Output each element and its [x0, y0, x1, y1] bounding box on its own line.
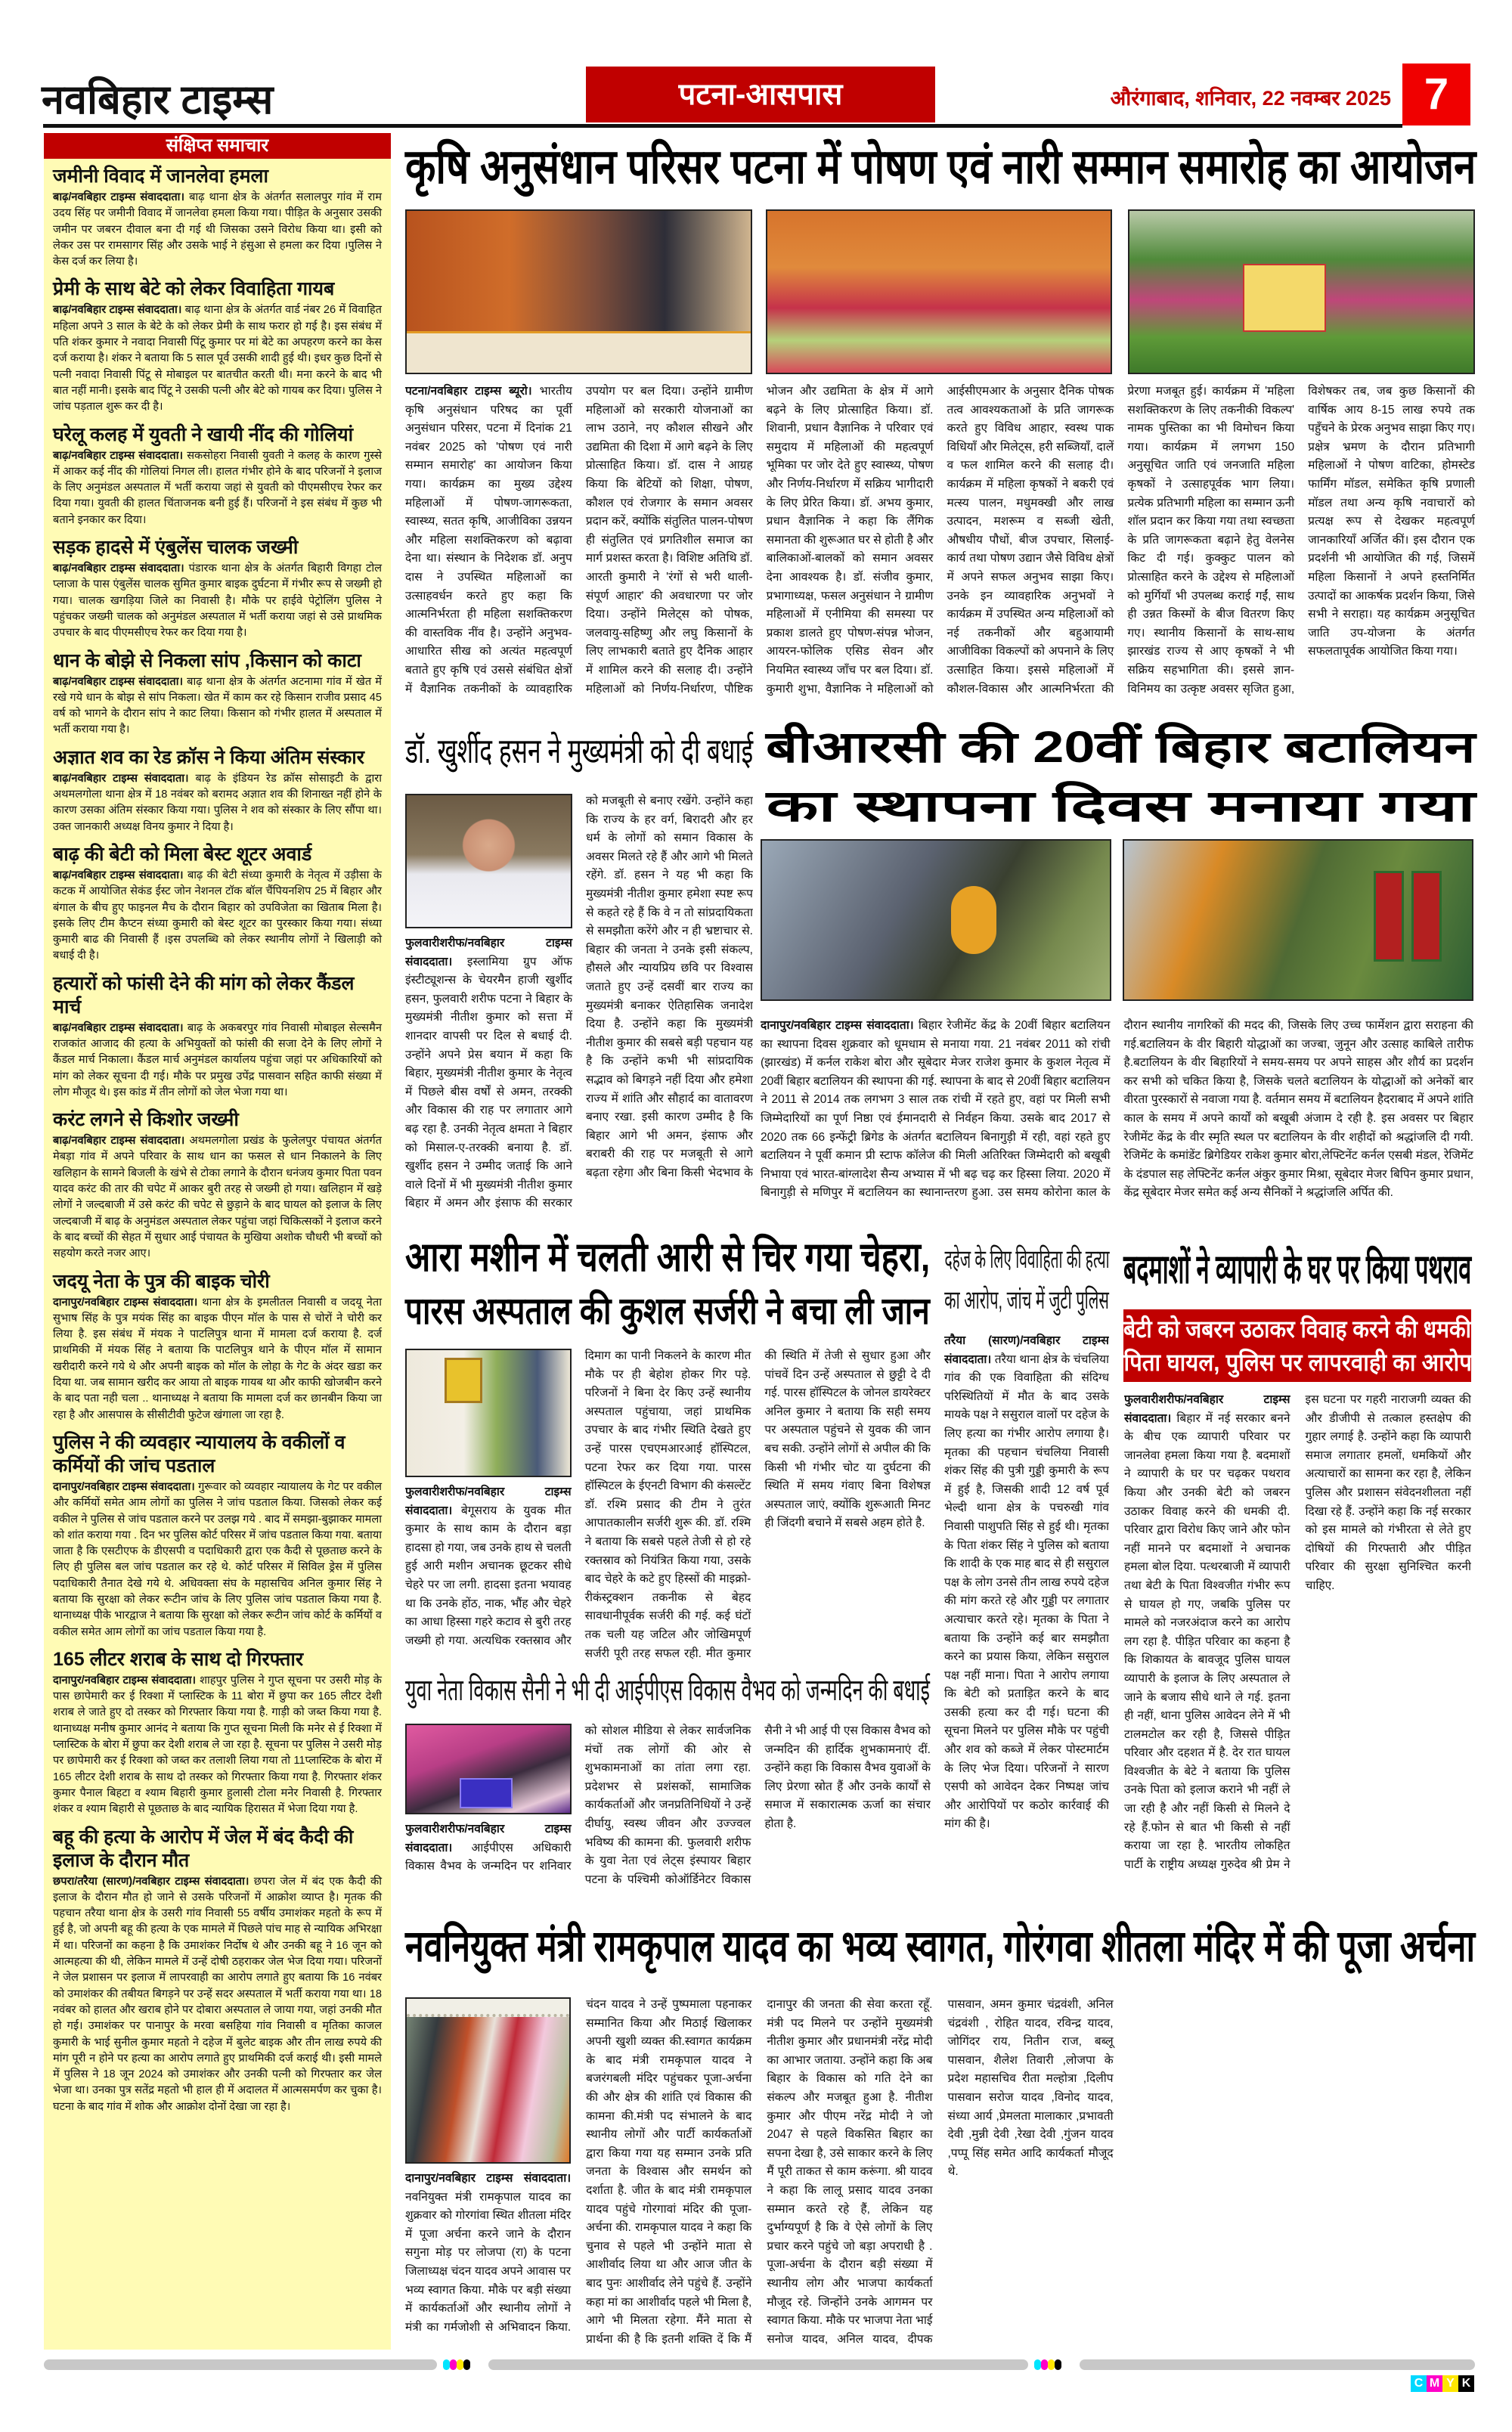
brief-dateline: बाढ़/नवबिहार टाइम्स संवाददाता।: [53, 675, 184, 688]
brief-headline: करंट लगने से किशोर जख्मी: [53, 1109, 239, 1131]
brief-body: [53, 302, 382, 415]
brief-body: [53, 771, 382, 835]
brief-dateline: दानापुर/नवबिहार टाइम्स संवाददाता।: [53, 1480, 195, 1493]
brief-body: [53, 1295, 382, 1424]
ramkripal-headline: नवनियुक्त मंत्री रामकृपाल यादव का भव्य स्वागत, गोरंगवा शीतला मंदिर में की पूजा अर्चना: [405, 1922, 1476, 1971]
brief-headline: सड़क हादसे में एंबुलेंस चालक जख्मी: [53, 537, 299, 559]
yuva-photo-greeting: [405, 1724, 572, 1814]
brief-body: [53, 1021, 382, 1101]
registration-bar: [44, 2359, 437, 2370]
brief-dateline: दानापुर/नवबिहार टाइम्स संवाददाता।: [53, 1296, 198, 1309]
section-label: पटना-आसपास: [586, 67, 935, 122]
dahej-text: तरैया थाना क्षेत्र के चंचलिया गांव की एक विवाहिता की संदिग्ध परिस्थितियों में मौत के बाद उसके मायके पक्ष ने ससुराल वालों पर दहेज के लिए हत्या का गंभीर आरोप लगाया है। मृतका की पहचान चंचलिया निवासी शंकर सिंह की पुत्री गुड्डी कुमारी के रूप में हुई है, जिसकी शादी 12 वर्ष पूर्व भेल्दी थाना क्षेत्र के पचरुखी गांव निवासी पाशुपति सिंह से हुई थी। मृतका के पिता शंकर सिंह ने पुलिस को बताया कि शादी के एक माह बाद से ही ससुराल पक्ष के लोग उनसे तीन लाख रुपये दहेज की मांग करते रहे और गुड्डी पर लगातार अत्याचार करते रहे। मृतका के पिता ने बताया कि उन्होंने कई बार समझौता करने का प्रयास किया, लेकिन ससुराल पक्ष नहीं माना। पिता ने आरोप लगाया कि बेटी को प्रताड़ित करने के बाद उसकी हत्या कर दी गई। घटना की सूचना मिलने पर पुलिस मौके पर पहुंची और शव को कब्जे में लेकर पोस्टमार्टम के लिए भेज दिया। परिजनों ने सारण एसपी को आवेदन देकर निष्पक्ष जांच और आरोपियों पर कठोर कार्रवाई की मांग की है।: [944, 1352, 1109, 1831]
khurshid-portrait: [405, 794, 572, 928]
brc-text: बिहार रेजीमेंट केंद्र के 20वीं बिहार बटालियन का स्थापना दिवस शुक्रवार को धूमधाम से मनाया गया. 21 नवंबर 2011 को रांची (झारखंड) में कर्नल राकेश बोरा और सूबेदार मेजर राजेश कुमार के कुशल नेतृत्व में 20वीं बिहार बटालियन की स्थापना की गई. स्थापना के बाद से 20वीं बिहार बटालियन ने 2011 से 2014 तक लगभग 3 साल तक रांची में रहते हुए, वहां पर मिली सभी जिम्मेदारियों का पूर्ण निष्ठा एवं ईमानदारी से निर्वहन किया. उसके बाद 2017 से 2020 तक 66 इन्फेंट्री ब्रिगेड के अंतर्गत बटालियन बिनागुड़ी में रही, वहां रहते हुए बटालियन ने पूर्वी कमान प्री स्टाफ कॉलेज की मिली अतिरिक्त जिम्मेदारी को बखूबी निभाया एवं भारत-बांग्लादेश सैन्य अभ्यास में भी बढ़ चढ़ कर हिस्सा लिया. 2020 में बिनागुड़ी से मणिपुर में बटालियन का स्थानान्तरण हुआ. उस समय कोरोना काल के दौरान स्थानीय नागरिकों की मदद की, जिसके लिए उच्च फार्मेशन द्वारा सराहना की गई.बटालियन के वीर बिहारी योद्धाओं का जज्बा, जुनून और उत्साह काबिले तारीफ है.बटालियन के वीर बिहारियों ने समय-समय पर अपने साहस और शौर्य का प्रदर्शन कर सभी को चकित किया है, जिसके चलते बटालियन के योद्धाओं को अनेकों बार वीरता पुरस्कारों से नवाजा गया है. वर्तमान समय में बटालियन हैदराबाद में अपने शांति काल के समय में अपने कार्यों को बखूबी अंजाम दे रही है. इस अवसर पर बिहार रेजीमेंट केंद्र के वीर स्मृति स्थल पर बटालियन के वीर शहीदों को श्रद्धांजलि दी गयी. रेजिमेंट के कमांडेंट ब्रिगेडियर राकेश कुमार बोरा,लेफ्टिनेंट कर्नल एसबी मंडल, रेजिमेंट के दंडपाल सह लेफ्टिनेंट कर्नल अंकुर कुमार मिश्रा, सूबेदार मेजर बिपिन कुमार प्रधान, केंद्र सूबेदार मेजर समेत कई अन्य सैनिकों ने श्रद्धांजलि अर्पित की.: [761, 1019, 1473, 1200]
brief-dateline: बाढ़/नवबिहार टाइम्स संवाददाता।: [53, 1135, 185, 1148]
khurshid-dateline: फुलवारीशरीफ/नवबिहार टाइम्स संवाददाता।: [405, 937, 572, 968]
brief-dateline: बाढ़/नवबिहार टाइम्स संवाददाता।: [53, 449, 184, 462]
brief-item: [44, 1425, 391, 1642]
brief-headline: बहू की हत्या के आरोप में जेल में बंद कैदी की इलाज के दौरान मौत: [53, 1826, 354, 1871]
magenta-dot: [450, 2359, 457, 2370]
cyan-dot: [443, 2359, 450, 2370]
canopy: [407, 1999, 569, 2017]
brief-text: बाढ़ थाना क्षेत्र के अंतर्गत अटनामा गांव में खेत में रखे गये धान के बोझ से सांप निकला। खेत में काम कर रहे किसान राजीव प्रसाद 45 वर्ष को भागने के दौरान सांप ने काट लिया। किसान को गंभीर हालत में अस्पताल में भर्ती कराया गया है।: [53, 675, 382, 736]
badmash-headline: बदमाशों ने व्यापारी के घर पर किया पथराव: [1123, 1247, 1472, 1292]
registration-dots: [443, 2359, 488, 2370]
brief-dateline: बाढ़/नवबिहार टाइम्स संवाददाता।: [53, 869, 184, 881]
brc-photo-wreath: [761, 839, 1111, 1001]
brief-dateline: बाढ़/नवबिहार टाइम्स संवाददाता।: [53, 562, 184, 575]
cmyk-y: Y: [1442, 2375, 1458, 2392]
brief-text: छपरा जेल में बंद एक कैदी की इलाज के दौरान मौत हो जाने से उसके परिजनों में आक्रोश व्याप्त है। मृतक की पहचान तरैया थाना क्षेत्र के उसरी गांव निवासी 55 वर्षीय उमाशंकर महतो के रूप में हुई है, जो अपनी बहू की हत्या के एक मामले में पिछले पांच माह से न्यायिक अभिरक्षा में था। परिजनों का कहना है कि उमाशंकर निर्दोष थे और उनकी बहू ने 16 जून को आत्महत्या की थी, लेकिन मामले में उन्हें दोषी ठहराकर जेल भेज दिया गया। परिजनों ने जेल प्रशासन पर इलाज में लापरवाही का आरोप लगाते हुए बताया कि 16 नवंबर को उमाशंकर की तबीयत बिगड़ने पर उन्हें सदर अस्पताल में भर्ती कराया गया था। 18 नवंबर को हालत और खराब होने पर दोबारा अस्पताल ले जाया गया, जहां उनकी मौत हो गई। उमाशंकर पर पानापुर के मरवा बसहिया गांव निवासी व मृतिका काजल कुमारी के भाई सुनील कुमार महतो ने दहेज में बुलेट बाइक और तीन लाख रुपये की मांग पूरी न होने पर हत्या का आरोप लगाते हुए प्राथमिकी दर्ज कराई थी। इसी मामले में पुलिस ने 18 जून 2024 को उमाशंकर और उनकी पत्नी को गिरफ्तार कर जेल भेजा था। उनका पुत्र सतेंद्र महतो भी हाल ही में अदालत में आत्मसमर्पण कर चुका है। घटना के बाद गांव में शोक और आक्रोश दोनों देखा जा रहा है।: [53, 1875, 383, 2113]
lead-dateline: पटना/नवबिहार टाइम्स ब्यूरो।: [405, 385, 532, 398]
briefs-list: [44, 159, 391, 2117]
brief-item: [44, 966, 391, 1102]
khurshid-text: इस्लामिया ग्रुप ऑफ इंस्टीट्यूशन्स के चेयरमैन हाजी खुर्शीद हसन, फुलवारी शरीफ पटना ने बिहार के मुख्यमंत्री नीतीश कुमार को सत्ता में शानदार वापसी पर दिल से बधाई दी. उन्होंने अपने प्रेस बयान में कहा कि बिहार, मुख्यमंत्री नीतीश कुमार के नेतृत्व में पिछले बीस वर्षों से अमन, तरक्की और विकास की राह पर लगातार आगे बढ़ रहा है. उनकी नेतृत्व क्षमता ने बिहार को मिसाल-ए-तरक्की बनाया है. डॉ. खुर्शीद हसन ने उम्मीद जताई कि आने वाले दिनों में भी मुख्यमंत्री नीतीश कुमार बिहार में अमन और इंसाफ की सरकार को मजबूती से बनाए रखेंगे. उन्होंने कहा कि राज्य के हर वर्ग, बिरादरी और हर धर्म के लोगों को समान विकास के अवसर मिलते रहे हैं और आगे भी मिलते रहेंगे. डॉ. हसन ने यह भी कहा कि मुख्यमंत्री नीतीश कुमार हमेशा स्पष्ट रूप से कहते रहे हैं कि वे न तो सांप्रदायिकता से समझौता करेंगे और न ही भ्रष्टाचार से. बिहार की जनता ने उनके इसी संकल्प, हौसले और न्यायप्रिय छवि पर विश्वास जताते हुए उन्हें दसवीं बार राज्य का मुख्यमंत्री बनाकर ऐतिहासिक जनादेश दिया है. उन्होंने कहा कि मुख्यमंत्री नीतीश कुमार की सबसे बड़ी पहचान यह है कि उन्होंने कभी भी सांप्रदायिक सद्भाव को बिगड़ने नहीं दिया और हमेशा राज्य में शांति और सौहार्द का वातावरण बनाए रखा. इसी कारण उम्मीद है कि बिहार आगे भी अमन, इंसाफ और बराबरी की राह पर मजबूती से आगे बढ़ता रहेगा और बिना किसी भेदभाव के: [405, 795, 753, 1210]
registration-bar: [488, 2359, 1028, 2370]
registration-dots: [1034, 2359, 1080, 2370]
cmyk-marks: [1411, 2375, 1474, 2392]
brief-body: [53, 1673, 382, 1818]
page-number: 7: [1402, 64, 1470, 125]
brief-dateline: बाढ़/नवबिहार टाइम्स संवाददाता।: [53, 1021, 184, 1034]
cmyk-m: M: [1427, 2375, 1442, 2392]
badmash-text: बिहार में नई सरकार बनने के बीच एक व्यापारी परिवार पर जानलेवा हमला किया गया है. बदमाशों ने व्यापारी के घर पर चढ़कर पथराव किया और उनकी बेटी को जबरन उठाकर विवाह करने की धमकी दी. परिवार द्वारा विरोध किए जाने और फोन नहीं मानने पर बदमाशों ने अचानक हमला बोल दिया. पत्थरबाजी में व्यापारी तथा बेटी के पिता विश्वजीत गंभीर रूप से घायल हो गए, जबकि पुलिस पर मामले को नजरअंदाज करने का आरोप लग रहा है. पीड़ित परिवार का कहना है कि शिकायत के बावजूद पुलिस घायल व्यापारी के इलाज के लिए अस्पताल ले जाने के बजाय सीधे थाने ले गई. इतना ही नहीं, थाना पुलिस आवेदन लेने में भी टालमटोल कर रही है, जिससे पीड़ित परिवार और दहशत में है. देर रात घायल विश्वजीत के बेटे ने बताया कि पुलिस उनके पिता को इलाज कराने भी नहीं ले जा रही है और नहीं किसी से मिलने दे रहे हैं.फोन से बात भी किसी से नहीं कराया जा रहा है. भारतीय लोकहित पार्टी के राष्ट्रीय अध्यक्ष गुरुदेव श्री प्रेम ने इस घटना पर गहरी नाराजगी व्यक्त की और डीजीपी से तत्काल हस्तक्षेप की गुहार लगाई है. उन्होंने कहा कि व्यापारी समाज लगातार हमलों, धमकियों और अत्याचारों का सामना कर रहा है, लेकिन पुलिस और प्रशासन संवेदनशीलता नहीं दिखा रहे हैं. उन्होंने कहा कि नई सरकार को इस मामले को गंभीरता से लेते हुए दोषियों की गिरफ्तारी और पीड़ित परिवार की सुरक्षा सुनिश्चित करनी चाहिए.: [1124, 1393, 1471, 1871]
briefs-header: संक्षिप्त समाचार: [44, 133, 391, 159]
brief-headline: घरेलू कलह में युवती ने खायी नींद की गोलियां: [53, 423, 354, 445]
gift-box: [460, 1778, 513, 1808]
magenta-dot: [1041, 2359, 1048, 2370]
brief-text: सकसोहरा निवासी युवती ने कलह के कारण गुस्से में आकर कई नींद की गोलियां निगल ली। हालत गंभीर होने के बाद परिजनों ने इलाज के लिए अनुमंडल अस्पताल में भर्ती कराया जहां से युवती को पीएमसीएच रेफर कर दिया गया। युवती की हालत चिंताजनक बनी हुई हैं। परिजनों ने इस संबंध में कुछ भी बताने इनकार कर दिया।: [53, 449, 382, 526]
brief-item: [44, 837, 391, 966]
brief-item: [44, 740, 391, 837]
ara-body: [405, 1347, 931, 1665]
brief-dateline: दानापुर/नवबिहार टाइम्स संवाददाता।: [53, 1674, 197, 1687]
brief-dateline: बाढ़/नवबिहार टाइम्स संवाददाता।: [53, 772, 189, 785]
badmash-dateline: फुलवारीशरीफ/नवबिहार टाइम्स संवाददाता।: [1124, 1393, 1290, 1425]
dahej-body: [944, 1332, 1109, 1891]
lead-photo-nutrition-garden: [1128, 209, 1475, 374]
brief-headline: अज्ञात शव का रेड क्रॉस ने किया अंतिम संस्कार: [53, 746, 364, 768]
ramkripal-body: [405, 1996, 1475, 2353]
brc-photo-memorial: [1123, 839, 1473, 1001]
brief-body: [53, 1479, 382, 1640]
brief-item: [44, 530, 391, 643]
brief-body: [53, 674, 382, 739]
brief-item: [44, 1264, 391, 1425]
brief-text: शाहपुर पुलिस ने गुप्त सूचना पर उसरी मोड़ के पास छापेमारी कर ई रिक्शा में प्लास्टिक के 11 बोरा में छुपा कर 165 लीटर देशी शराब ले जाते हुए दो तस्कर को गिरफ्तार किया गया है. गाड़ी को जब्त किया गया है. थानाध्यक्ष मनीष कुमार आनंद ने बताया कि गुप्त सूचना मिली कि मनेर से ई रिक्शा में प्लास्टिक के बोरा में छुपा कर देशी शराब ले जा रहा है. सूचना पर पुलिस ने उसरी मोड़ पर छापेमारी कर ई रिक्शा को जब्त कर तलाशी लिया गया तो 11प्लास्टिक के बोरा में 165 लीटर देशी शराब के साथ दो तस्कर को गिरफ्तार किया गया है. गिरफ्तार शंकर कुमार पैनाल बिहटा व श्याम बिहारी कुमार हुलासी टोला मनेर निवासी है. गिरफ्तार शंकर व श्याम बिहारी से पूछताछ के बाद न्यायिक हिरासत में भेजा दिया गया है.: [53, 1674, 382, 1816]
badmash-body: [1124, 1391, 1471, 1891]
brief-text: बाढ़ के इंडियन रेड क्रॉस सोसाइटी के द्वारा अथमलगोला थाना क्षेत्र में 18 नवंबर को बरामद अज्ञात शव की शिनाख्त नहीं होने के कारण उसका अंतिम संस्कार किया गया। पुलिस ने शव को संस्कार के लिए सौंपा था। उक्त जानकारी अध्यक्ष विनय कुमार ने दिया है।: [53, 772, 382, 833]
badmash-subhead-line1: बेटी को जबरन उठाकर विवाह करने की धमकी: [1123, 1315, 1471, 1343]
brief-item: [44, 271, 391, 417]
brief-body: [53, 190, 382, 270]
brief-item: [44, 643, 391, 740]
registration-bar: [1080, 2359, 1475, 2370]
lead-photo-dignitaries: [405, 209, 752, 374]
ara-headline-line1: आरा मशीन में चलती आरी से चिर गया चेहरा,: [405, 1235, 931, 1280]
cmyk-k: K: [1458, 2375, 1474, 2392]
black-dot: [463, 2359, 470, 2370]
brc-headline-line2: का स्थापना दिवस मनाया गया: [766, 782, 1475, 831]
brief-headline: जदयू नेता के पुत्र की बाइक चोरी: [53, 1270, 270, 1292]
dateline: औरंगाबाद, शनिवार, 22 नवम्बर 2025: [1110, 87, 1391, 110]
cyan-dot: [1034, 2359, 1041, 2370]
dahej-headline-line1: दहेज के लिए विवाहिता की हत्या: [944, 1245, 1110, 1274]
brief-text: अथमलगोला प्रखंड के फुलेलपुर पंचायत अंतर्गत मेबड़ा गांव में अपने परिवार के साथ धान का फसल से धान निकालने के लिए खलिहान के सामने बिजली के खंभे से टोका लगाने के दौरान धनंजय कुमार पिता पवन यादव करंट की तार की चपेट में आकर बुरी तरह से जख्मी हो गया। खलिहान में खड़े लोगों ने जल्दबाजी में उसे करंट की चपेट से छुड़ाने के बाद घायल को इलाज के लिए जल्दबाजी में बाढ़ के अनुमंडल अस्पताल लेकर पहुंचा जहां चिकित्सकों ने इलाज करने के बाद बच्चों की सेहत में सुधार आई पंचायत के मुखिया अशोक चौधरी भी बच्चों को सहयोग करते नजर आए।: [53, 1135, 382, 1260]
brief-text: गुरूवार को व्यवहार न्यायालय के गेट पर वकील और कर्मियों समेत आम लोगों का पुलिस ने जांच पडताल किया. जिसको लेकर कई वकील ने पुलिस से जांच पडताल करने पर उलझ गये . बाद में समझा-बुझाकर मामला को शांत कराया गया . दिन भर पुलिस कोर्ट परिसर में जांच पडताल किया गया. बताया जाता है कि एसटीएफ के डीएसपी व पदाधिकारी द्वारा एक कैदी से पूछताछ करने के लिए ही पुलिस बल जांच पडताल कर रहे थे. कोर्ट परिसर में सिविल ड्रेस में पुलिस पदाधिकारी तैनात देखे गये थे. अधिवक्ता संघ के महासचिव अनिल कुमार सिंह ने बताया कि सुरक्षा को लेकर रूटीन जांच के लिए पुलिस जांच पडताल किया गया है. थानाध्यक्ष पीके भारद्वाज ने बताया कि सुरक्षा को लेकर रूटीन जांच कोर्ट के कर्मियों व वकील समेत आम लोगों का जांच पडताल किया गया है.: [53, 1480, 382, 1638]
lead-photo-women-honoured: [766, 209, 1112, 374]
brief-item: [44, 159, 391, 271]
brief-dateline: बाढ़/नवबिहार टाइम्स संवाददाता।: [53, 191, 184, 203]
lead-headline: कृषि अनुसंधान परिसर पटना में पोषण एवं नारी सम्मान समारोह का आयोजन: [405, 139, 1476, 194]
brief-text: बाढ़ थाना क्षेत्र के अंतर्गत वार्ड नंबर 26 में विवाहित महिला अपने 3 साल के बेटे के को लेकर प्रेमी के साथ फरार हो गई है। इस संबंध में पति शंकर कुमार ने नवादा निवासी पिंटू कुमार पर मां बेटे का अपहरण करने का केस दर्ज कराया है। शंकर ने बताया कि 5 साल पूर्व उसकी शादी हुई थी। इधर कुछ दिनों से पत्नी नवादा निवासी पिंटू से मोबाइल पर बातचीत करती थी। मना करने के बाद भी बात नहीं मानी। इसके बाद पिंटू ने उसकी पत्नी और बेटे को गायब कर दिया। पुलिस ने जांच पड़ताल शुरू कर दी है।: [53, 304, 382, 414]
lead-text: भारतीय कृषि अनुसंधान परिषद का पूर्वी अनुसंधान परिसर, पटना में दिनांक 21 नवंबर 2025 को 'पोषण एवं नारी सम्मान समारोह' का आयोजन किया गया। कार्यक्रम का मुख्य उद्देश्य महिलाओं में पोषण-जागरूकता, स्वास्थ्य, सतत कृषि, आजीविका उन्नयन और महिला सशक्तिकरण को बढ़ावा देना था। संस्थान के निदेशक डॉ. अनुप दास ने उपस्थित महिलाओं का उत्साहवर्धन करते हुए कहा कि आत्मनिर्भरता ही महिला सशक्तिकरण की वास्तविक नींव है। उन्होंने अनुभव-आधारित सीख को अत्यंत महत्वपूर्ण बताते हुए कृषि एवं उससे संबंधित क्षेत्रों में वैज्ञानिक तकनीकों के व्यावहारिक उपयोग पर बल दिया। उन्होंने ग्रामीण महिलाओं को सरकारी योजनाओं का लाभ उठाने, नए कौशल सीखने और उद्यमिता की दिशा में आगे बढ़ने के लिए प्रोत्साहित किया। डॉ. दास ने आग्रह किया कि बेटियों को शिक्षा, पोषण, कौशल एवं रोजगार के समान अवसर प्रदान करें, क्योंकि संतुलित पालन-पोषण ही संतुलित एवं प्रगतिशील समाज का मार्ग प्रशस्त करता है। विशिष्ट अतिथि डॉ. आरती कुमारी ने 'रंगों से भरी थाली- संपूर्ण आहार' की अवधारणा पर जोर दिया। उन्होंने मिलेट्स को पोषक, जलवायु-सहिष्णु और लघु किसानों के लिए लाभकारी बताते हुए दैनिक आहार में शामिल करने की सलाह दी। उन्होंने महिलाओं को निर्णय-निर्धारण, पौष्टिक भोजन और उद्यमिता के क्षेत्र में आगे बढ़ने के लिए प्रोत्साहित किया। डॉ. शिवानी, प्रधान वैज्ञानिक ने परिवार एवं समुदाय में महिलाओं की महत्वपूर्ण भूमिका पर जोर देते हुए स्वास्थ्य, पोषण और निर्णय-निर्धारण में सक्रिय भागीदारी के लिए प्रेरित किया। डॉ. अभय कुमार, प्रधान वैज्ञानिक ने कहा कि लैंगिक समानता की शुरूआत घर से होती है और बालिकाओं-बालकों को समान अवसर देना आवश्यक है। डॉ. संजीव कुमार, प्रभागाध्यक्ष, फसल अनुसंधान ने ग्रामीण महिलाओं में एनीमिया की समस्या पर प्रकाश डालते हुए पोषण-संपन्न भोजन, आयरन-फोलिक एसिड सेवन और नियमित स्वास्थ्य जाँच पर बल दिया। डॉ. कुमारी शुभा, वैज्ञानिक ने महिलाओं को आईसीएमआर के अनुसार दैनिक पोषक तत्व आवश्यकताओं के प्रति जागरूक करते हुए विविध आहार, स्वस्थ पाक विधियाँ और मिलेट्स, हरी सब्जियाँ, दालें व फल शामिल करने की सलाह दी। कार्यक्रम में महिला कृषकों ने बकरी एवं मत्स्य पालन, मधुमक्खी और लाख उत्पादन, मशरूम व सब्जी खेती, औषधीय पौधों, बीज उपचार, सिलाई-कार्य तथा पोषण उद्यान जैसे विविध क्षेत्रों में अपने सफल अनुभव साझा किए। उनके इन व्यावहारिक अनुभवों ने कार्यक्रम में उपस्थित अन्य महिलाओं को नई तकनीकों और बहुआयामी आजीविका विकल्पों को अपनाने के लिए उत्साहित किया। इससे महिलाओं में कौशल-विकास और आत्मनिर्भरता की प्रेरणा मजबूत हुई। कार्यक्रम में 'महिला सशक्तिकरण के लिए तकनीकी विकल्प' नामक पुस्तिका का भी विमोचन किया गया। कार्यक्रम में लगभग 150 अनुसूचित जाति एवं जनजाति महिला कृषकों ने उत्साहपूर्वक भाग लिया। प्रत्येक प्रतिभागी महिला का सम्मान ऊनी शॉल प्रदान कर किया गया तथा स्वच्छता के प्रति जागरूकता बढ़ाने हेतु वेलनेस किट दी गई। कुक्कुट पालन को प्रोत्साहित करने के उद्देश्य से महिलाओं को मुर्गियाँ भी उपलब्ध कराई गईं, साथ ही उन्नत किस्मों के बीज वितरण किए गए। स्थानीय किसानों के साथ-साथ झारखंड राज्य से आए कृषकों ने भी सक्रिय सहभागिता की। इससे ज्ञान-विनिमय का उत्कृष्ट अवसर सृजित हुआ, विशेषकर तब, जब कुछ किसानों की वार्षिक आय 8-15 लाख रुपये तक पहुँचने के प्रेरक अनुभव साझा किए गए। प्रक्षेत्र भ्रमण के दौरान प्रतिभागी महिलाओं ने पोषण वाटिका, होमस्टेड फार्मिंग मॉडल, समेकित कृषि प्रणाली मॉडल तथा अन्य कृषि नवाचारों को प्रत्यक्ष रूप से देखकर महत्वपूर्ण जानकारियाँ अर्जित कीं। इस दौरान एक प्रदर्शनी भी आयोजित की गई, जिसमें महिला किसानों ने अपने हस्तनिर्मित उत्पादों का आकर्षक प्रदर्शन किया, जिसे सभी ने सराहा। यह कार्यक्रम अनुसूचित जाति उप-योजना के अंतर्गत सफलतापूर्वक आयोजित किया गया।: [405, 385, 1475, 696]
yellow-dot: [1048, 2359, 1055, 2370]
ramkripal-photo-puja: [405, 1997, 571, 2164]
news-briefs-column: [44, 133, 391, 2350]
brief-item: [44, 1102, 391, 1263]
brief-body: [53, 868, 382, 965]
brief-text: थाना क्षेत्र के इमलीतल निवासी व जदयू नेता सुभाष सिंह के पुत्र मयंक सिंह का बाइक पीएन मॉल के पास से चोरों ने चोरी कर लिया है. इस संबंध में मंयक ने पाटलिपुत्र थाना में मामला दर्ज कराया है. दर्ज प्राथमिकी में मंयक सिंह ने बताया कि पाटलिपुत्र थाने के पीएन मॉल में सामान खरीदारी करने गये थे और अपनी बाइक को मॉल के लोहा के गेट के अंदर खडा कर दिया था. जब सामान खरीद कर आया तो बाइक गायब था और काफी खोजबीन करने के बाद पता नही चला .. थानाध्यक्ष ने बताया कि मामला दर्ज कर छानबीन किया जा रहा है और आसपास के सीसीटीवी फुटेज खंगाला जा रहा है.: [53, 1296, 383, 1421]
brief-headline: हत्यारों को फांसी देने की मांग को लेकर कैंडल मार्च: [53, 972, 355, 1018]
regiment-flag: [1411, 871, 1442, 962]
brief-text: बाढ़ की बेटी संध्या कुमारी के नेतृत्व में उड़ीसा के कटक में आयोजित सेकंड ईस्ट जोन नेशनल टॉक बॉल चैंपियनशिप 25 में बिहार और बंगाल के बीच हुए फाइनल मैच के दौरान बिहार को उपविजेता का खिताब मिला है। इसके लिए टीम कैप्टन संध्या कुमारी को बेस्ट शूटर का पुरस्कार किया गया। संध्या कुमारी बाढ की निवासी हैं ।इस उपलब्धि को लेकर स्थानीय लोगों ने खिलाड़ी को बधाई दी है।: [53, 869, 382, 962]
brc-body: [761, 1017, 1473, 1206]
brief-item: [44, 1642, 391, 1820]
brief-dateline: बाढ़/नवबिहार टाइम्स संवाददाता।: [53, 304, 182, 317]
yuva-headline: युवा नेता विकास सैनी ने भी दी आईपीएस विकास वैभव को जन्मदिन की बधाई: [405, 1674, 931, 1707]
regiment-flag: [1374, 871, 1404, 962]
ramkripal-text: नवनियुक्त मंत्री रामकृपाल यादव का शुक्रवार को गोरगांवा स्थित शीतला मंदिर में पूजा अर्चना करने जाने के दौरान सगुना मोड़ पर लोजपा (रा) के पटना जिलाध्यक्ष चंदन यादव अपने आवास पर भव्य स्वागत किया. मौके पर बड़ी संख्या में कार्यकर्ताओं और स्थानीय लोगों ने मंत्री का गर्मजोशी से अभिवादन किया. चंदन यादव ने उन्हें पुष्पमाला पहनाकर सम्मानित किया और मिठाई खिलाकर अपनी खुशी व्यक्त की.स्वागत कार्यक्रम के बाद मंत्री रामकृपाल यादव ने बजरंगबली मंदिर पहुंचकर पूजा-अर्चना की और क्षेत्र की शांति एवं विकास की कामना की.मंत्री पद संभालने के बाद स्थानीय लोगों और पार्टी कार्यकर्ताओं द्वारा किया गया यह सम्मान उनके प्रति जनता के विश्वास और समर्थन को दर्शाता है. जीत के बाद मंत्री रामकृपाल यादव पहुंचे गोरगावां मंदिर की पूजा-अर्चना की. रामकृपाल यादव ने कहा कि चुनाव से पहले भी उन्होंने माता से आशीर्वाद लिया था और आज जीत के बाद पुनः आशीर्वाद लेने पहुंचे हैं. उन्होंने कहा मां का आशीर्वाद पहले भी मिला है, आगे भी मिलता रहेगा. मैंने माता से प्रार्थना की है कि इतनी शक्ति दें कि मैं दानापुर की जनता की सेवा करता रहूँ. मंत्री पद मिलने पर उन्होंने मुख्यमंत्री नीतीश कुमार और प्रधानमंत्री नरेंद्र मोदी का आभार जताया. उन्होंने कहा कि अब बिहार के विकास को गति देने का संकल्प और मजबूत हुआ है. नीतीश कुमार और पीएम नरेंद्र मोदी ने जो 2047 से पहले विकसित बिहार का सपना देखा है, उसे साकार करने के लिए मैं पूरी ताकत से काम करूंगा. श्री यादव ने कहा कि लालू प्रसाद यादव उनका सम्मान करते रहे हैं, लेकिन यह दुर्भाग्यपूर्ण है कि वे ऐसे लोगों के लिए प्रचार करने पहुंचे जो बड़ा अपराधी है . पूजा-अर्चना के दौरान बड़ी संख्या में स्थानीय लोग और भाजपा कार्यकर्ता मौजूद रहे. जिन्होंने उनके आगमन पर स्वागत किया. मौके पर भाजपा नेता भाई सनोज यादव, अनिल यादव, दीपक पासवान, अमन कुमार चंद्रवंशी, अनिल चंद्रवंशी , रोहित यादव, रविन्द्र यादव, जोगिंदर राय, नितीन राज, बब्लू पासवान, शैलेश तिवारी ,लोजपा के प्रदेश महासचिव रीता मल्होत्रा ,दिलीप पासवान सरोज यादव ,विनोद यादव, संध्या आर्य ,प्रेमलता मालाकार ,प्रभावती देवी ,मुन्नी देवी ,रेखा देवी ,गुंजन यादव ,पप्पू सिंह समेत आदि कार्यकर्ता मौजूद थे.: [405, 1998, 1114, 2346]
badmash-subhead-box: [1123, 1309, 1471, 1382]
brc-dateline: दानापुर/नवबिहार टाइम्स संवाददाता।: [761, 1019, 914, 1032]
khurshid-headline: डॉ. खुर्शीद हसन ने मुख्यमंत्री को दी बधाई: [405, 731, 754, 770]
brief-body: [53, 1133, 382, 1262]
brief-headline: बाढ़ की बेटी को मिला बेस्ट शूटर अवार्ड: [53, 843, 312, 865]
brief-body: [53, 561, 382, 641]
black-dot: [1055, 2359, 1061, 2370]
yuva-dateline: फुलवारीशरीफ/नवबिहार टाइम्स संवाददाता।: [405, 1823, 572, 1854]
ramkripal-dateline: दानापुर/नवबिहार टाइम्स संवाददाता।: [405, 2172, 572, 2185]
brief-headline: धान के बोझे से निकला सांप ,किसान को काटा: [53, 649, 361, 671]
brief-text: बाढ़ थाना क्षेत्र के अंतर्गत सलालपुर गांव में राम उदय सिंह पर जमीनी विवाद में जानलेवा हमला किया गया। पीड़ित के अनुसार उसकी जमीन पर जबरन दीवाल बना दी गई थी जिसका उसने विरोध किया था। इसी को लेकर उस पर रामसागर सिंह और उसके भाई ने हंसुआ से हमला कर दिया ।पुलिस ने केस दर्ज कर लिया है।: [53, 191, 382, 268]
dahej-headline-line2: का आरोप, जांच में जुटी पुलिस: [944, 1286, 1109, 1315]
lead-body: [405, 383, 1475, 712]
yuva-text: आईपीएस अधिकारी विकास वैभव के जन्मदिन पर शनिवार को सोशल मीडिया से लेकर सार्वजनिक मंचों तक लोगों की ओर से शुभकामनाओं का तांता लगा रहा. प्रदेशभर से प्रशंसकों, सामाजिक कार्यकर्ताओं और जनप्रतिनिधियों ने उन्हें दीर्घायु, स्वस्थ जीवन और उज्ज्वल भविष्य की कामना की. फुलवारी शरीफ के युवा नेता एवं लेट्स इंस्पायर बिहार पटना के पश्चिमी कोऑर्डिनेटर विकास सैनी ने भी आई पी एस विकास वैभव को जन्मदिन की हार्दिक शुभकामनाएं दीं. उन्होंने कहा कि विकास वैभव युवाओं के लिए प्रेरणा स्रोत हैं और उनके कार्यों से समाज में सकारात्मक ऊर्जा का संचार होता है.: [405, 1724, 931, 1886]
ara-dateline: फुलवारीशरीफ/नवबिहार टाइम्स संवाददाता।: [405, 1486, 572, 1517]
brief-headline: प्रेमी के साथ बेटे को लेकर विवाहिता गायब: [53, 278, 335, 300]
wreath: [951, 886, 996, 954]
brief-text: पंडारक थाना क्षेत्र के अंतर्गत बिहारी विगहा टोल प्लाजा के पास एंबुलेंस चालक सुमित कुमार बाइक दुर्घटना में गंभीर रूप से जख्मी हो गया। चालक खगड़िया जिले का निवासी है। मौके पर हाईवे पेट्रोलिंग पुलिस ने पहुंचकर जख्मी चालक को अनुमंडल अस्पताल में भर्ती कराया जहां से उसे प्राथमिक उपचार के बाद पीएमसीएच रेफर कर दिया गया है।: [53, 562, 382, 640]
brief-body: [53, 448, 382, 528]
brief-text: बाढ़ के अकबरपुर गांव निवासी मोबाइल सेल्समैन राजकांत आजाद की हत्या के अभियुक्तों को फांसी की सजा देने के लिए लोगों ने कैंडल मार्च निकाला। कैंडल मार्च अनुमंडल कार्यालय पहुंचा जहां पर अधिकारियों को मांग को लेकर सूचना दी गई। मौके पर प्रमुख उपेंद्र पासवान सहित काफी संख्या में लोग मौजूद थे। इस कांड में तीन लोगों को जेल भेजा गया था।: [53, 1021, 382, 1098]
newspaper-title: नवबिहार टाइम्स: [42, 77, 274, 122]
brief-dateline: छपरा/तरैया (सारण)/नवबिहार टाइम्स संवाददाता।: [53, 1875, 249, 1888]
masthead-rule: [43, 124, 1402, 128]
yuva-body: [405, 1722, 931, 1890]
wall-painting: [445, 1358, 482, 1403]
badmash-subhead-line2: पिता घायल, पुलिस पर लापरवाही का आरोप: [1123, 1349, 1472, 1376]
ara-text: बेगूसराय के युवक मीत कुमार के साथ काम के दौरान बड़ा हादसा हो गया, जब उनके हाथ से चलती हुई आरी मशीन अचानक छूटकर सीधे चेहरे पर जा लगी. हादसा इतना भयावह था कि उनके होंठ, नाक, भौंह और चेहरे का आधा हिस्सा गहरे कटाव से बुरी तरह जख्मी हो गया. अत्यधिक रक्तस्राव और दिमाग का पानी निकलने के कारण मीत मौके पर ही बेहोश होकर गिर पड़े. परिजनों ने बिना देर किए उन्हें स्थानीय अस्पताल पहुंचाया, जहां प्राथमिक उपचार के बाद गंभीर स्थिति देखते हुए उन्हें पारस एचएमआरआई हॉस्पिटल, पटना रेफर कर दिया गया. पारस हॉस्पिटल के ईएनटी विभाग की कंसल्टेंट डॉ. रश्मि प्रसाद की टीम ने तुरंत आपातकालीन सर्जरी शुरू की. डॉ. रश्मि ने बताया कि सबसे पहले तेजी से हो रहे रक्तस्राव को नियंत्रित किया गया, उसके बाद चेहरे के कटे हुए हिस्सों की माइक्रो-रीकंस्ट्रक्शन तकनीक से बेहद सावधानीपूर्वक सर्जरी की गई. कई घंटों तक चली यह जटिल और जोखिमपूर्ण सर्जरी पूरी तरह सफल रही. मीत कुमार की स्थिति में तेजी से सुधार हुआ और पांचवें दिन उन्हें अस्पताल से छुट्टी दे दी गई. पारस हॉस्पिटल के जोनल डायरेक्टर अनिल कुमार ने बताया कि सही समय पर अस्पताल पहुंचने से युवक की जान बच सकी. उन्होंने लोगों से अपील की कि किसी भी गंभीर चोट या दुर्घटना की स्थिति में समय गंवाए बिना विशेषज्ञ अस्पताल जाएं, क्योंकि शुरूआती मिनट ही जिंदगी बचाने में सबसे अहम होते है.: [405, 1349, 931, 1660]
ara-photo-doctor-patient: [405, 1349, 572, 1477]
ara-headline-line2: पारस अस्पताल की कुशल सर्जरी ने बचा ली जान: [405, 1290, 930, 1332]
brief-headline: 165 लीटर शराब के साथ दो गिरफ्तार: [53, 1648, 304, 1670]
brief-headline: जमीनी विवाद में जानलेवा हमला: [53, 166, 268, 187]
brc-headline-line1: बीआरसी की 20वीं बिहार बटालियन: [766, 723, 1476, 772]
brief-item: [44, 417, 391, 530]
brief-headline: पुलिस ने की व्यवहार न्यायालय के वकीलों व कर्मियों की जांच पडताल: [53, 1431, 345, 1476]
brief-body: [53, 1874, 382, 2115]
brief-item: [44, 1820, 391, 2117]
yellow-dot: [457, 2359, 463, 2370]
khurshid-body: [405, 792, 753, 1214]
dahej-dateline: तरैया (सारण)/नवबिहार टाइम्स संवाददाता।: [944, 1334, 1109, 1366]
cmyk-c: C: [1411, 2375, 1427, 2392]
banner: [1243, 264, 1326, 332]
